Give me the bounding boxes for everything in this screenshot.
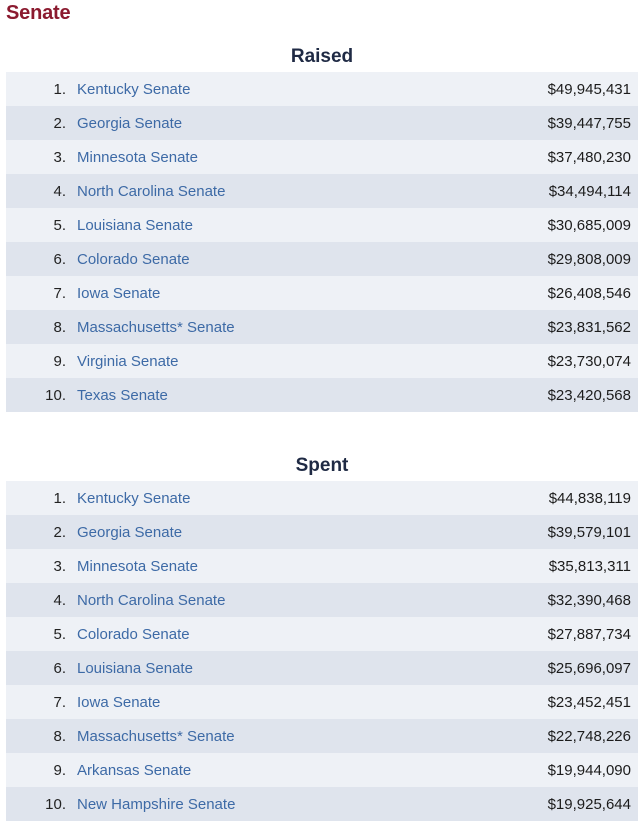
raised-row	[6, 140, 638, 174]
rank: 5.	[53, 216, 66, 234]
raised-section	[6, 42, 638, 412]
rank: 1.	[53, 489, 66, 507]
spent-row	[6, 787, 638, 821]
amount: $29,808,009	[547, 250, 631, 268]
raised-row	[6, 208, 638, 242]
spent-title: Spent	[295, 455, 349, 476]
raised-title: Raised	[290, 46, 354, 67]
amount: $23,730,074	[547, 352, 631, 370]
amount: $19,944,090	[547, 761, 631, 779]
race-link[interactable]: Louisiana Senate	[77, 216, 193, 234]
raised-row	[6, 106, 638, 140]
spent-row	[6, 719, 638, 753]
rank: 2.	[53, 523, 66, 541]
amount: $39,579,101	[547, 523, 631, 541]
page-title: Senate	[6, 2, 71, 24]
raised-row	[6, 378, 638, 412]
race-link[interactable]: Iowa Senate	[77, 693, 161, 711]
amount: $32,390,468	[547, 591, 631, 609]
race-link[interactable]: Minnesota Senate	[77, 148, 198, 166]
rank: 3.	[53, 148, 66, 166]
race-link[interactable]: Georgia Senate	[77, 114, 183, 132]
spent-row	[6, 685, 638, 719]
race-link[interactable]: Kentucky Senate	[77, 489, 191, 507]
raised-row	[6, 344, 638, 378]
amount: $44,838,119	[548, 489, 631, 507]
raised-row	[6, 276, 638, 310]
race-link[interactable]: North Carolina Senate	[77, 591, 226, 609]
spent-row	[6, 651, 638, 685]
amount: $22,748,226	[547, 727, 631, 745]
raised-row	[6, 242, 638, 276]
amount: $23,420,568	[547, 386, 631, 404]
rank: 10.	[45, 795, 66, 813]
spent-row	[6, 481, 638, 515]
rank: 10.	[45, 386, 66, 404]
raised-row	[6, 72, 638, 106]
amount: $23,831,562	[547, 318, 631, 336]
rank: 3.	[53, 557, 66, 575]
race-link[interactable]: Massachusetts* Senate	[77, 727, 235, 745]
amount: $19,925,644	[547, 795, 631, 813]
race-link[interactable]: Virginia Senate	[77, 352, 179, 370]
race-link[interactable]: Georgia Senate	[77, 523, 183, 541]
spent-section	[6, 451, 638, 821]
rank: 8.	[53, 727, 66, 745]
rank: 7.	[53, 693, 66, 711]
raised-list	[6, 72, 638, 412]
rank: 6.	[53, 659, 66, 677]
race-link[interactable]: Louisiana Senate	[77, 659, 193, 677]
raised-row	[6, 310, 638, 344]
rank: 5.	[53, 625, 66, 643]
amount: $27,887,734	[547, 625, 631, 643]
amount: $35,813,311	[548, 557, 631, 575]
amount: $26,408,546	[547, 284, 631, 302]
spent-row	[6, 549, 638, 583]
spent-row	[6, 515, 638, 549]
race-link[interactable]: Kentucky Senate	[77, 80, 191, 98]
raised-row	[6, 174, 638, 208]
rank: 9.	[53, 352, 66, 370]
rank: 2.	[53, 114, 66, 132]
rank: 4.	[53, 182, 66, 200]
race-link[interactable]: Massachusetts* Senate	[77, 318, 235, 336]
race-link[interactable]: New Hampshire Senate	[77, 795, 236, 813]
amount: $34,494,114	[548, 182, 631, 200]
race-link[interactable]: Texas Senate	[77, 386, 168, 404]
amount: $49,945,431	[547, 80, 631, 98]
spent-row	[6, 583, 638, 617]
amount: $30,685,009	[547, 216, 631, 234]
rank: 9.	[53, 761, 66, 779]
race-link[interactable]: Arkansas Senate	[77, 761, 192, 779]
race-link[interactable]: Colorado Senate	[77, 250, 190, 268]
race-link[interactable]: Colorado Senate	[77, 625, 190, 643]
amount: $39,447,755	[547, 114, 631, 132]
amount: $23,452,451	[547, 693, 631, 711]
spent-row	[6, 617, 638, 651]
race-link[interactable]: Iowa Senate	[77, 284, 161, 302]
rank: 7.	[53, 284, 66, 302]
amount: $37,480,230	[547, 148, 631, 166]
rank: 6.	[53, 250, 66, 268]
race-link[interactable]: North Carolina Senate	[77, 182, 226, 200]
amount: $25,696,097	[547, 659, 631, 677]
rank: 4.	[53, 591, 66, 609]
rank: 1.	[53, 80, 66, 98]
spent-row	[6, 753, 638, 787]
rank: 8.	[53, 318, 66, 336]
race-link[interactable]: Minnesota Senate	[77, 557, 198, 575]
spent-list	[6, 481, 638, 821]
